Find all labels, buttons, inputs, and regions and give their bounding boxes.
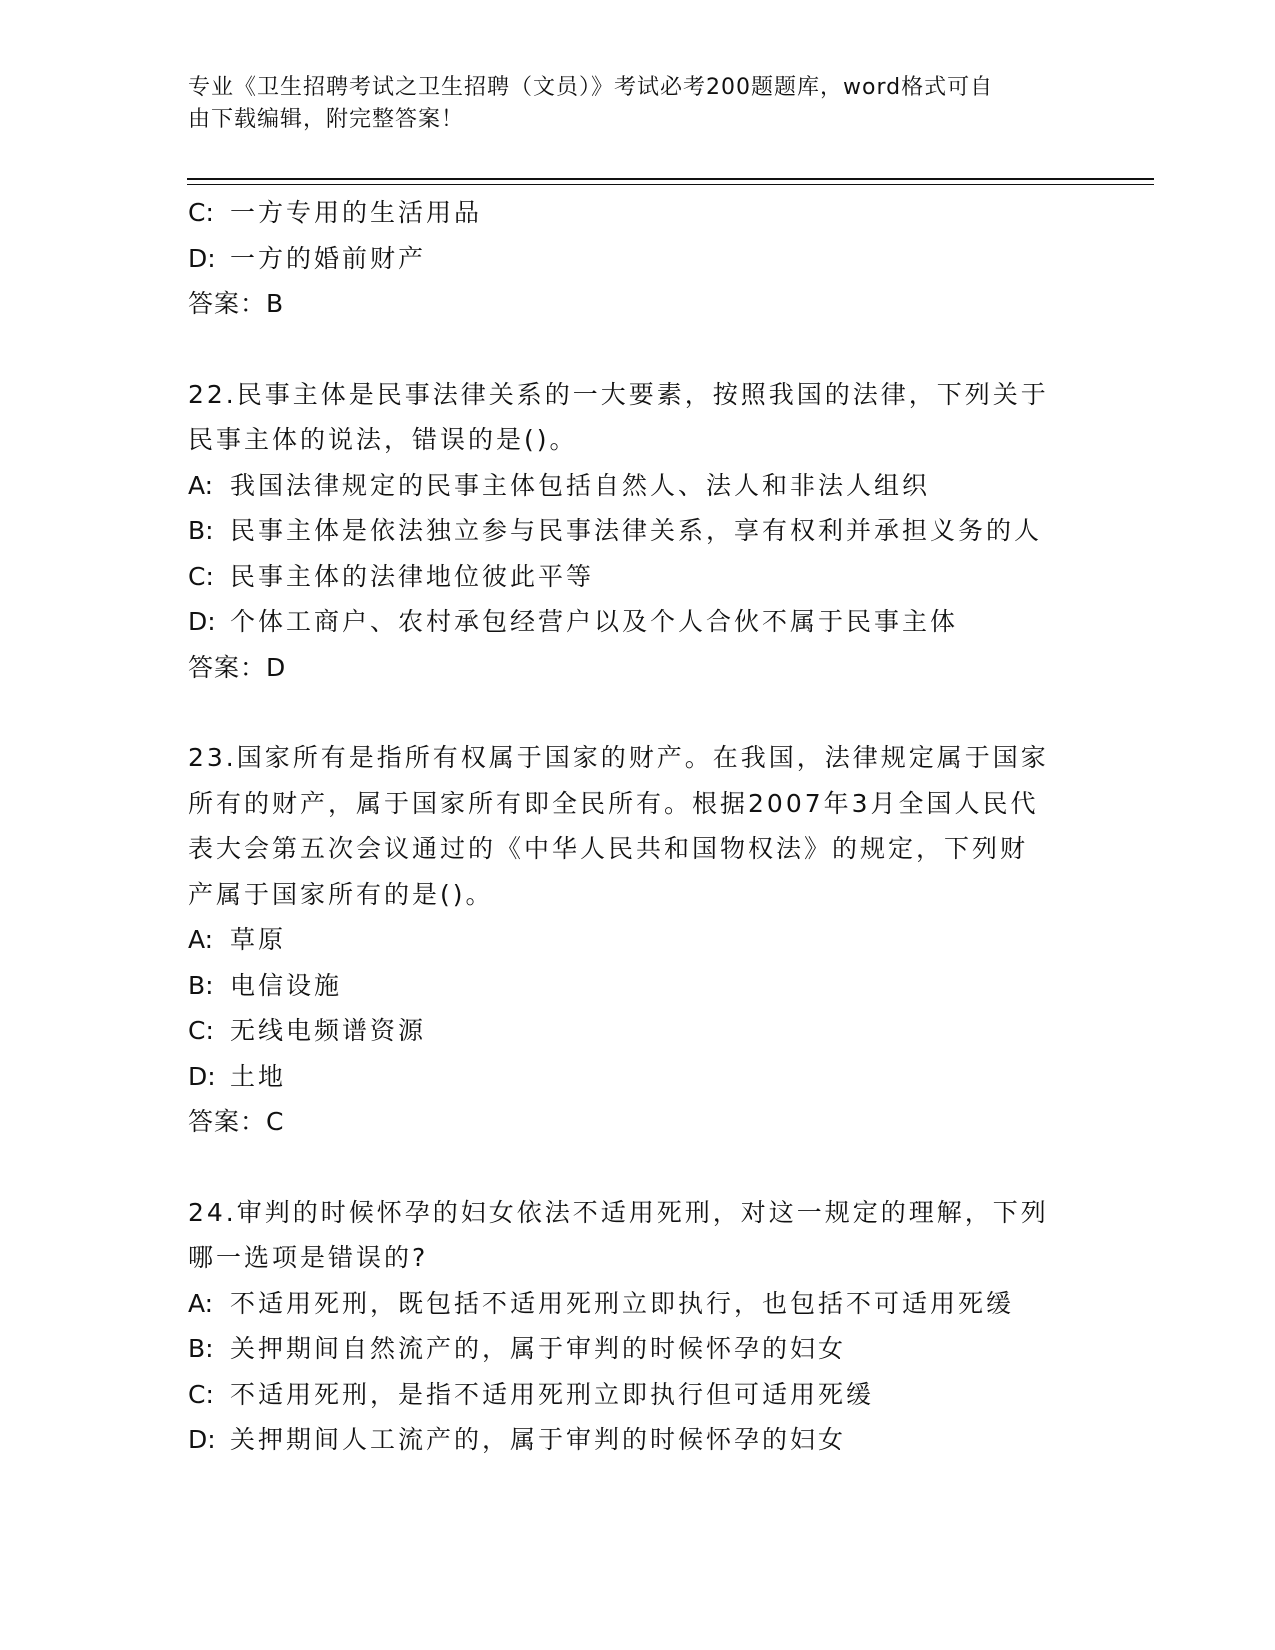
option-key: D: xyxy=(188,1061,216,1091)
option-text: 关押期间自然流产的，属于审判的时候怀孕的妇女 xyxy=(230,1334,847,1363)
option-d xyxy=(188,1417,1088,1463)
document-body xyxy=(188,190,1088,1463)
answer-line: 答案：B xyxy=(188,289,285,318)
option-text: 民事主体是依法独立参与民事法律关系，享有权利并承担义务的人 xyxy=(230,516,1043,545)
question-23 xyxy=(188,735,1088,1145)
option-text: 不适用死刑，既包括不适用死刑立即执行，也包括不可适用死缓 xyxy=(230,1288,1015,1318)
question-stem-line: 所有的财产，属于国家所有即全民所有。根据2007年3月全国人民代 xyxy=(188,788,1039,818)
option-text: 个体工商户、农村承包经营户以及个人合伙不属于民事主体 xyxy=(230,607,959,636)
option-key: D: xyxy=(188,1425,216,1454)
header-line: 由下载编辑，附完整答案！ xyxy=(188,107,465,132)
option-d xyxy=(188,599,1088,645)
option-key: B: xyxy=(188,1334,214,1363)
option-a xyxy=(188,1281,1088,1327)
option-key: C: xyxy=(188,1379,214,1409)
question-22 xyxy=(188,372,1088,691)
spacer xyxy=(188,690,1088,735)
option-text: 土地 xyxy=(230,1061,287,1091)
question-24 xyxy=(188,1190,1088,1463)
option-key: A: xyxy=(188,470,214,500)
question-stem-line: 24.审判的时候怀孕的妇女依法不适用死刑，对这一规定的理解，下列 xyxy=(188,1197,1049,1227)
option-c xyxy=(188,554,1088,600)
option-key: B: xyxy=(188,970,214,1000)
answer-line: 答案：D xyxy=(188,652,287,682)
option-key: C: xyxy=(188,1016,214,1045)
option-key: A: xyxy=(188,1288,214,1318)
option-key: B: xyxy=(188,516,214,545)
option-c xyxy=(188,1372,1088,1418)
document-header xyxy=(188,72,1068,136)
option-text: 我国法律规定的民事主体包括自然人、法人和非法人组织 xyxy=(230,470,931,500)
question-stem-line: 民事主体的说法，错误的是()。 xyxy=(188,425,578,454)
option-text: 一方的婚前财产 xyxy=(230,243,427,273)
spacer xyxy=(188,327,1088,372)
option-c xyxy=(188,1008,1088,1054)
option-text: 草原 xyxy=(230,925,287,954)
option-text: 无线电频谱资源 xyxy=(230,1016,427,1045)
option-key: C: xyxy=(188,198,214,227)
question-21-tail xyxy=(188,190,1088,327)
question-stem-line: 哪一选项是错误的? xyxy=(188,1243,429,1272)
option-text: 电信设施 xyxy=(230,970,343,1000)
answer-line: 答案：C xyxy=(188,1107,285,1136)
question-stem-line: 22.民事主体是民事法律关系的一大要素，按照我国的法律，下列关于 xyxy=(188,379,1049,409)
option-b xyxy=(188,508,1088,554)
option-key: C: xyxy=(188,561,214,591)
header-divider xyxy=(187,178,1154,180)
option-key: A: xyxy=(188,925,214,954)
option-d xyxy=(188,1054,1088,1100)
spacer xyxy=(188,1145,1088,1190)
option-a xyxy=(188,917,1088,963)
option-c xyxy=(188,190,1088,236)
option-b xyxy=(188,1326,1088,1372)
question-stem-line: 23.国家所有是指所有权属于国家的财产。在我国，法律规定属于国家 xyxy=(188,743,1049,772)
question-stem-line: 产属于国家所有的是()。 xyxy=(188,879,494,909)
header-divider-thin xyxy=(187,184,1154,185)
option-key: D: xyxy=(188,243,216,273)
option-text: 一方专用的生活用品 xyxy=(230,198,483,227)
option-d xyxy=(188,236,1088,282)
question-stem-line: 表大会第五次会议通过的《中华人民共和国物权法》的规定，下列财 xyxy=(188,834,1029,863)
option-text: 不适用死刑，是指不适用死刑立即执行但可适用死缓 xyxy=(230,1379,875,1409)
option-a xyxy=(188,463,1088,509)
header-line: 专业《卫生招聘考试之卫生招聘（文员）》考试必考200题题库，word格式可自 xyxy=(188,75,994,100)
option-b xyxy=(188,963,1088,1009)
option-key: D: xyxy=(188,607,216,636)
option-text: 关押期间人工流产的，属于审判的时候怀孕的妇女 xyxy=(230,1425,847,1454)
option-text: 民事主体的法律地位彼此平等 xyxy=(230,561,595,591)
